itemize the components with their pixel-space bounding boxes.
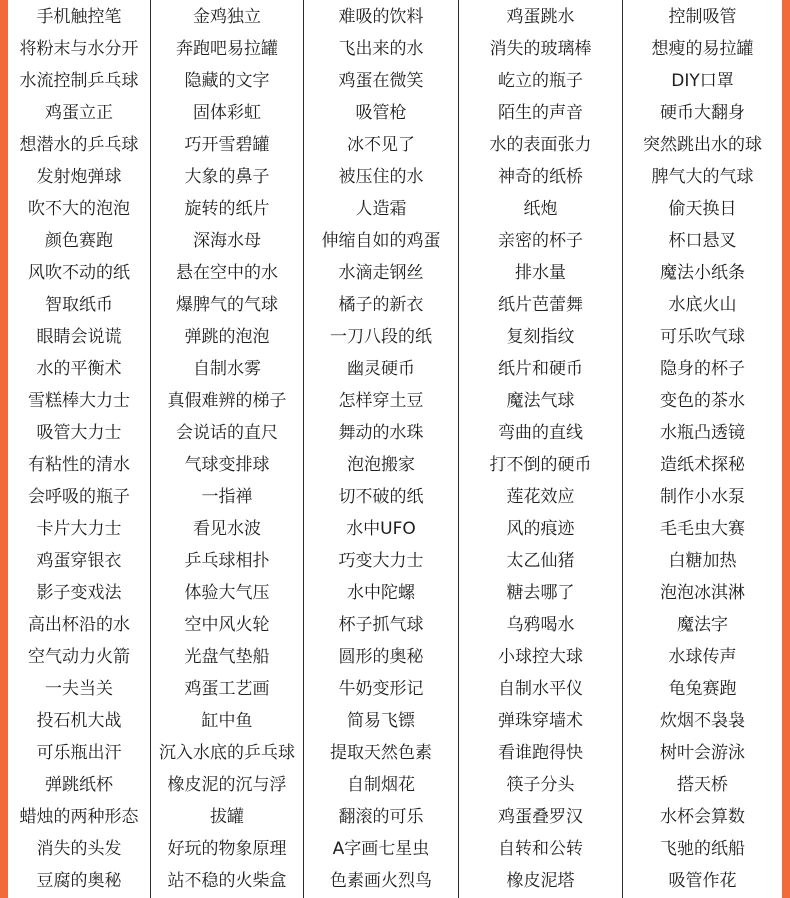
experiment-title: 毛毛虫大赛 bbox=[660, 519, 745, 539]
experiment-title: 鸡蛋工艺画 bbox=[184, 679, 270, 699]
experiment-title: 龟兔赛跑 bbox=[668, 679, 737, 699]
experiment-title: 提取天然色素 bbox=[330, 743, 432, 763]
experiment-title: 沉入水底的乒乓球 bbox=[159, 743, 295, 763]
experiment-title: 消失的头发 bbox=[36, 839, 122, 859]
experiment-title: 影子变戏法 bbox=[36, 583, 122, 603]
experiment-title: 脾气大的气球 bbox=[651, 167, 754, 187]
experiment-title: 莲花效应 bbox=[506, 487, 575, 507]
experiment-title: 舞动的水珠 bbox=[338, 423, 424, 443]
experiment-title: 有粘性的清水 bbox=[28, 455, 130, 475]
experiment-title: 排水量 bbox=[515, 263, 566, 283]
experiment-title: 金鸡独立 bbox=[193, 7, 261, 27]
experiment-title: 鸡蛋叠罗汉 bbox=[498, 807, 583, 827]
experiment-title: 鸡蛋立正 bbox=[45, 103, 113, 123]
experiment-title: 高出杯沿的水 bbox=[28, 615, 130, 635]
experiment-title: 可乐瓶出汗 bbox=[36, 743, 122, 763]
experiment-title: 纸片和硬币 bbox=[498, 359, 583, 379]
experiment-title: 旋转的纸片 bbox=[184, 199, 270, 219]
column-4 bbox=[458, 0, 622, 898]
column-5 bbox=[622, 0, 782, 898]
experiment-title: 糖去哪了 bbox=[506, 583, 575, 603]
experiment-title: 爆脾气的气球 bbox=[176, 295, 278, 315]
experiment-title: 打不倒的硬币 bbox=[489, 455, 592, 475]
experiment-title: 拔罐 bbox=[210, 807, 244, 827]
experiment-title: 制作小水泵 bbox=[660, 487, 745, 507]
experiment-title: 水滴走钢丝 bbox=[338, 263, 424, 283]
experiment-title: 吸管大力士 bbox=[36, 423, 122, 443]
left-border bbox=[0, 0, 8, 898]
experiment-title: 眼睛会说谎 bbox=[36, 327, 122, 347]
experiment-title: 自转和公转 bbox=[498, 839, 583, 859]
experiment-title: 气球变排球 bbox=[184, 455, 270, 475]
experiment-title: 水底火山 bbox=[668, 295, 737, 315]
experiment-title: 复刻指纹 bbox=[506, 327, 575, 347]
experiment-title: 巧开雪碧罐 bbox=[184, 135, 270, 155]
experiment-title: 站不稳的火柴盒 bbox=[167, 871, 287, 891]
experiment-title: 自制烟花 bbox=[347, 775, 415, 795]
experiment-title: 将粉末与水分开 bbox=[19, 39, 139, 59]
column-1 bbox=[8, 0, 150, 898]
experiment-title: 冰不见了 bbox=[347, 135, 415, 155]
experiment-title: 难吸的饮料 bbox=[338, 7, 424, 27]
experiment-title: 魔法气球 bbox=[506, 391, 575, 411]
experiment-title: 弯曲的直线 bbox=[498, 423, 583, 443]
experiment-title: 弹珠穿墙术 bbox=[498, 711, 583, 731]
experiment-title: 魔法小纸条 bbox=[660, 263, 745, 283]
experiment-title: 雪糕棒大力士 bbox=[28, 391, 130, 411]
experiment-title: 投石机大战 bbox=[36, 711, 122, 731]
experiment-title: 水中UFO bbox=[346, 519, 416, 539]
experiment-title: 水中陀螺 bbox=[347, 583, 415, 603]
experiment-title: 体验大气压 bbox=[184, 583, 270, 603]
experiment-title: 突然跳出水的球 bbox=[643, 135, 762, 155]
experiment-title: 小球控大球 bbox=[498, 647, 583, 667]
experiment-title: 乌鸦喝水 bbox=[506, 615, 575, 635]
experiment-title: 会呼吸的瓶子 bbox=[28, 487, 130, 507]
experiment-title: 奔跑吧易拉罐 bbox=[176, 39, 278, 59]
experiment-title: 水流控制乒乓球 bbox=[19, 71, 139, 91]
experiment-title: 硬币大翻身 bbox=[660, 103, 745, 123]
experiment-title: 看见水波 bbox=[193, 519, 261, 539]
experiment-title: 巧变大力士 bbox=[338, 551, 424, 571]
experiment-title: 橘子的新衣 bbox=[338, 295, 424, 315]
experiment-title: 智取纸币 bbox=[45, 295, 113, 315]
experiment-title: 屹立的瓶子 bbox=[498, 71, 583, 91]
experiment-title: 水的平衡术 bbox=[36, 359, 122, 379]
experiment-title: 飞驰的纸船 bbox=[660, 839, 745, 859]
experiment-title: 光盘气垫船 bbox=[184, 647, 270, 667]
experiment-title: 神奇的纸桥 bbox=[498, 167, 583, 187]
experiment-title: 搭天桥 bbox=[677, 775, 728, 795]
experiment-title: 伸缩自如的鸡蛋 bbox=[321, 231, 441, 251]
experiment-title: 变色的茶水 bbox=[660, 391, 745, 411]
experiment-title: 一指禅 bbox=[201, 487, 253, 507]
experiment-title: 翻滚的可乐 bbox=[338, 807, 424, 827]
experiment-title: 固体彩虹 bbox=[193, 103, 261, 123]
experiment-title: 简易飞镖 bbox=[347, 711, 415, 731]
experiment-title: 泡泡搬家 bbox=[347, 455, 415, 475]
experiment-title: 大象的鼻子 bbox=[184, 167, 270, 187]
right-border bbox=[782, 0, 790, 898]
experiment-title: 可乐吹气球 bbox=[660, 327, 745, 347]
experiment-title: 风的痕迹 bbox=[506, 519, 575, 539]
experiment-title: 炊烟不袅袅 bbox=[660, 711, 745, 731]
experiment-title: 豆腐的奥秘 bbox=[36, 871, 122, 891]
experiment-title: 魔法字 bbox=[677, 615, 728, 635]
experiment-title: 看谁跑得快 bbox=[498, 743, 583, 763]
experiment-title: 造纸术探秘 bbox=[660, 455, 745, 475]
experiment-title: 卡片大力士 bbox=[36, 519, 122, 539]
experiment-title: 自制水平仪 bbox=[498, 679, 583, 699]
experiment-title: 鸡蛋穿银衣 bbox=[36, 551, 122, 571]
experiment-title: 鸡蛋跳水 bbox=[506, 7, 575, 27]
experiment-grid bbox=[8, 0, 782, 898]
column-2 bbox=[150, 0, 303, 898]
experiment-title: 白糖加热 bbox=[668, 551, 737, 571]
experiment-title: 牛奶变形记 bbox=[338, 679, 424, 699]
experiment-title: 太乙仙猪 bbox=[506, 551, 575, 571]
experiment-title: 真假难辨的梯子 bbox=[167, 391, 287, 411]
experiment-title: 隐身的杯子 bbox=[660, 359, 745, 379]
experiment-title: 陌生的声音 bbox=[498, 103, 583, 123]
experiment-title: 想潜水的乒乓球 bbox=[19, 135, 139, 155]
experiment-title: 亲密的杯子 bbox=[498, 231, 583, 251]
experiment-title: 颜色赛跑 bbox=[45, 231, 113, 251]
experiment-title: 树叶会游泳 bbox=[660, 743, 745, 763]
experiment-title: 水瓶凸透镜 bbox=[660, 423, 745, 443]
experiment-title: 纸炮 bbox=[523, 199, 558, 219]
experiment-title: 消失的玻璃棒 bbox=[489, 39, 592, 59]
experiment-title: 一夫当关 bbox=[45, 679, 113, 699]
experiment-title: 人造霜 bbox=[355, 199, 407, 219]
experiment-title: 想瘦的易拉罐 bbox=[651, 39, 754, 59]
experiment-title: 蜡烛的两种形态 bbox=[19, 807, 139, 827]
column-3 bbox=[303, 0, 458, 898]
experiment-title: 被压住的水 bbox=[338, 167, 424, 187]
experiment-title: 偷天换日 bbox=[668, 199, 737, 219]
experiment-title: 乒乓球相扑 bbox=[184, 551, 270, 571]
experiment-title: A字画七星虫 bbox=[332, 839, 430, 859]
experiment-title: 自制水雾 bbox=[193, 359, 261, 379]
experiment-title: 水杯会算数 bbox=[660, 807, 745, 827]
experiment-title: 控制吸管 bbox=[668, 7, 737, 27]
experiment-title: 橡皮泥塔 bbox=[506, 871, 575, 891]
experiment-title: 水的表面张力 bbox=[489, 135, 592, 155]
experiment-title: 鸡蛋在微笑 bbox=[338, 71, 424, 91]
experiment-title: 手机触控笔 bbox=[36, 7, 122, 27]
experiment-title: 吸管作花 bbox=[668, 871, 737, 891]
experiment-title: 幽灵硬币 bbox=[347, 359, 415, 379]
experiment-title: 飞出来的水 bbox=[338, 39, 424, 59]
experiment-title: 风吹不动的纸 bbox=[28, 263, 130, 283]
experiment-title: 吹不大的泡泡 bbox=[28, 199, 130, 219]
experiment-title: 筷子分头 bbox=[506, 775, 575, 795]
experiment-title: 发射炮弹球 bbox=[36, 167, 122, 187]
experiment-title: 弹跳纸杯 bbox=[45, 775, 113, 795]
experiment-title: 缸中鱼 bbox=[201, 711, 253, 731]
experiment-title: 吸管枪 bbox=[355, 103, 407, 123]
experiment-title: 圆形的奥秘 bbox=[338, 647, 424, 667]
experiment-title: 切不破的纸 bbox=[338, 487, 424, 507]
experiment-title: 空中风火轮 bbox=[184, 615, 270, 635]
experiment-title: 空气动力火箭 bbox=[28, 647, 130, 667]
experiment-title: 色素画火烈鸟 bbox=[330, 871, 432, 891]
experiment-title: 水球传声 bbox=[668, 647, 737, 667]
experiment-title: 纸片芭蕾舞 bbox=[498, 295, 583, 315]
experiment-title: 怎样穿土豆 bbox=[338, 391, 424, 411]
experiment-title: 深海水母 bbox=[193, 231, 261, 251]
experiment-title: 橡皮泥的沉与浮 bbox=[167, 775, 287, 795]
experiment-title: 隐藏的文字 bbox=[184, 71, 270, 91]
experiment-title: 杯子抓气球 bbox=[338, 615, 424, 635]
experiment-title: 一刀八段的纸 bbox=[330, 327, 432, 347]
experiment-title: DIY口罩 bbox=[671, 71, 734, 91]
experiment-title: 好玩的物象原理 bbox=[167, 839, 287, 859]
experiment-title: 弹跳的泡泡 bbox=[184, 327, 270, 347]
experiment-title: 杯口悬叉 bbox=[668, 231, 737, 251]
experiment-title: 悬在空中的水 bbox=[176, 263, 278, 283]
experiment-title: 会说话的直尺 bbox=[176, 423, 278, 443]
experiment-title: 泡泡冰淇淋 bbox=[660, 583, 745, 603]
